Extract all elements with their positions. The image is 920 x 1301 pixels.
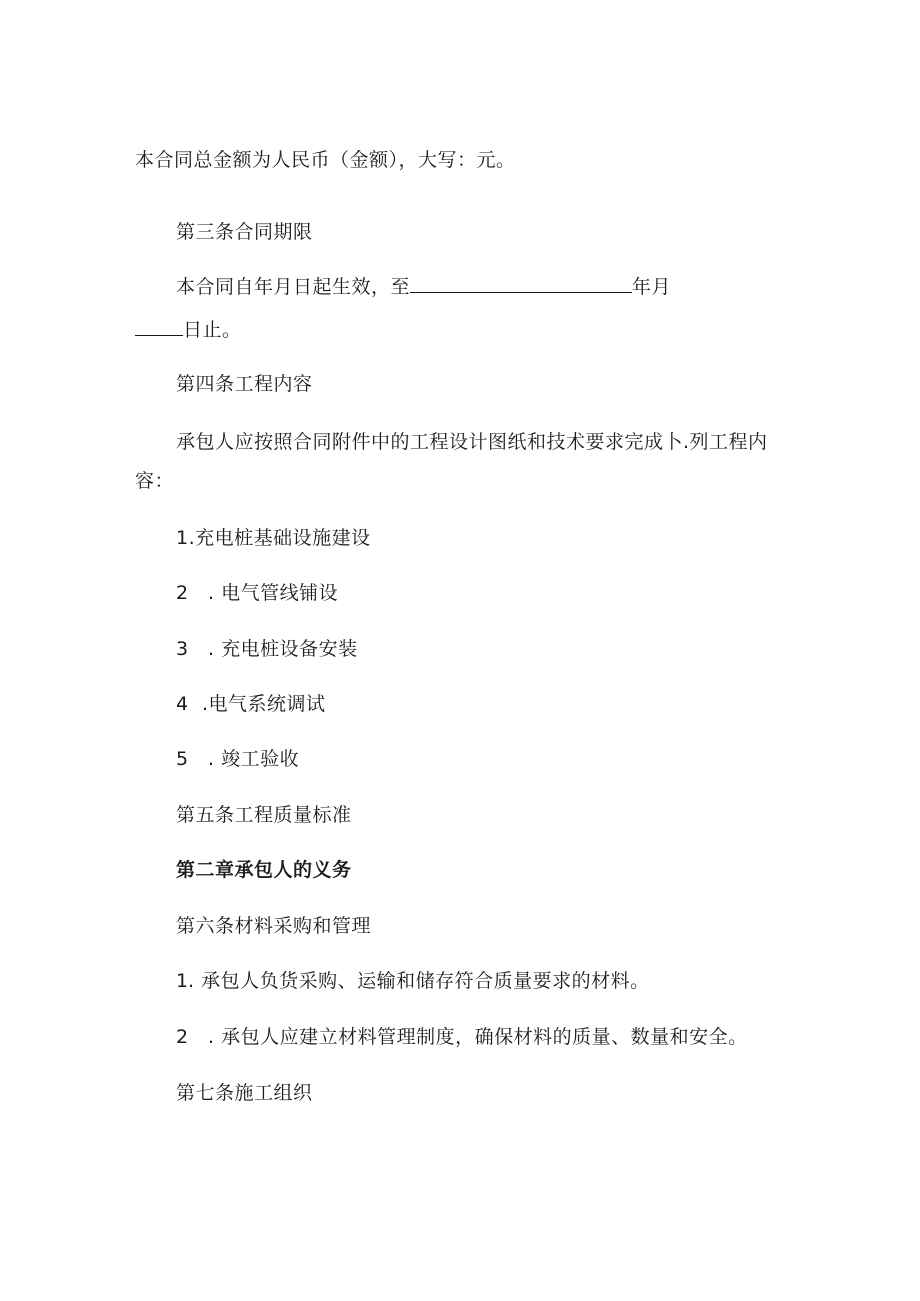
content-item-text: . 竣工验收 (208, 748, 300, 770)
chapter-2-title: 第二章承包人的义务 (176, 859, 352, 881)
article-3-title: 第三条合同期限 (176, 221, 313, 243)
materials-item-number: 2 (176, 1026, 189, 1048)
contract-period-end-text: 日止。 (183, 319, 242, 341)
materials-item (176, 1025, 748, 1049)
end-year-blank (410, 276, 632, 293)
content-item (176, 581, 338, 605)
contract-period-end-line (135, 318, 242, 342)
content-item-number: 1 (176, 527, 189, 549)
contract-period-line (176, 275, 671, 299)
content-intro-line-2: 容： (135, 470, 175, 492)
materials-item-text: . 承包人负货采购、运输和储存符合质量要求的材料。 (188, 970, 650, 992)
content-item-text: .充电桩基础设施建设 (188, 527, 371, 549)
content-item-number: 4 (176, 693, 189, 715)
article-7-title: 第七条施工组织 (176, 1082, 313, 1104)
content-item (176, 526, 371, 550)
content-item (176, 637, 358, 661)
content-intro-line-1: 承包人应按照合同附件中的工程设计图纸和技术要求完成卜.列工程内 (176, 431, 768, 453)
content-item-text: . 充电桩设备安装 (208, 638, 358, 660)
materials-item-number: 1 (176, 970, 189, 992)
content-item-number: 3 (176, 638, 189, 660)
content-item-number: 5 (176, 748, 189, 770)
content-item-number: 2 (176, 582, 189, 604)
materials-item-text: . 承包人应建立材料管理制度，确保材料的质量、数量和安全。 (208, 1026, 748, 1048)
end-day-blank (135, 319, 183, 336)
article-6-title: 第六条材料采购和管理 (176, 915, 372, 937)
content-item-text: .电气系统调试 (202, 693, 326, 715)
total-amount-text: 本合同总金额为人民币（金额），大写：元。 (135, 149, 516, 171)
contract-period-year-month-text: 年月 (632, 276, 672, 298)
materials-item (176, 969, 650, 993)
content-item (176, 692, 326, 716)
article-4-title: 第四条工程内容 (176, 373, 313, 395)
content-item-text: . 电气管线铺设 (208, 582, 339, 604)
article-5-title: 第五条工程质量标准 (176, 804, 352, 826)
contract-period-start-text: 本合同自年月日起生效，至 (176, 276, 411, 298)
content-item (176, 747, 299, 771)
